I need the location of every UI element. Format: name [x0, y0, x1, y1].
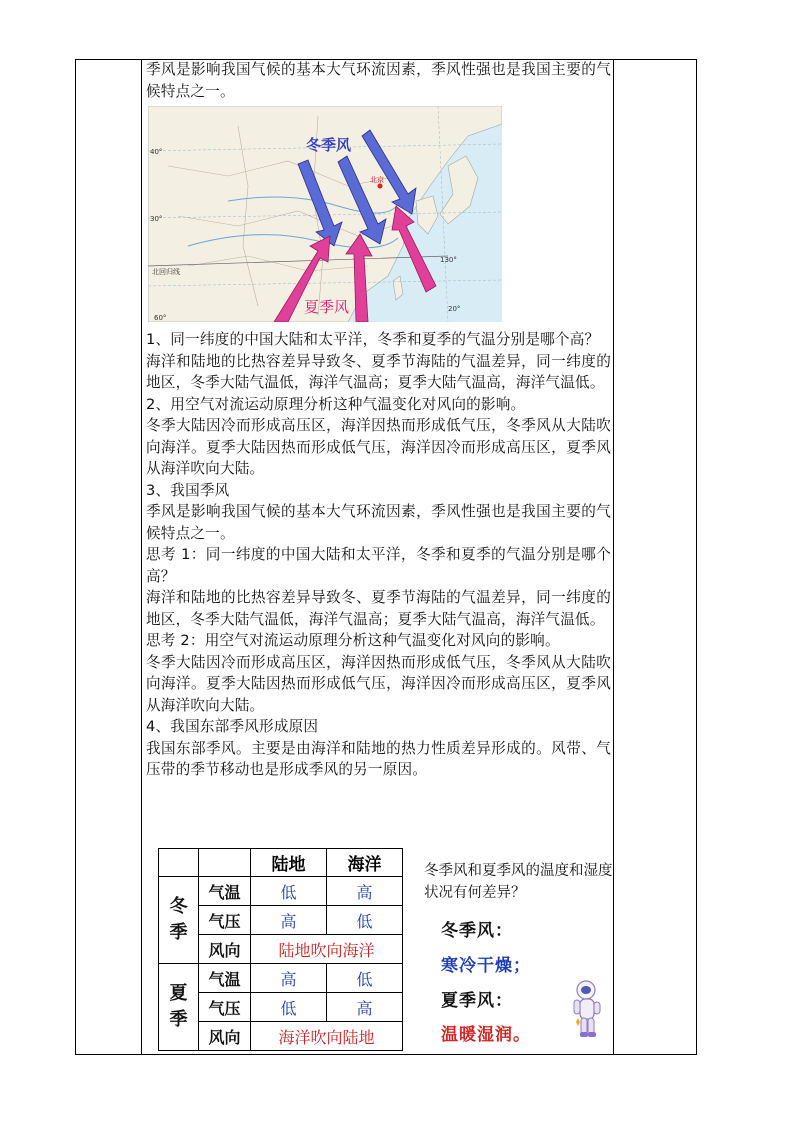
- winter-pressure-land: 高: [251, 906, 327, 935]
- summer-pressure-sea: 高: [327, 993, 403, 1022]
- section-4-text: 我国东部季风。主要是由海洋和陆地的热力性质差异形成的。风带、气压带的季节移动也是形成季风的另一原因。: [146, 739, 611, 778]
- winter-pressure-sea: 低: [327, 906, 403, 935]
- summer-wind-direction: 海洋吹向陆地: [251, 1022, 403, 1051]
- monsoon-map: [148, 106, 502, 322]
- lon-label-130: 130°: [440, 256, 457, 264]
- summer-temp-label: 气温: [199, 964, 251, 993]
- summer-wind-label-cell: 风向: [199, 1022, 251, 1051]
- think-2: 思考 2：用空气对流运动原理分析这种气温变化对风向的影响。: [146, 632, 560, 649]
- text-body: [146, 329, 611, 781]
- summer-pressure-label: 气压: [199, 993, 251, 1022]
- cropped-caption-remnant: [160, 829, 560, 837]
- intro-block: [146, 59, 611, 102]
- answer-1: 海洋和陆地的比热容差异导致冬、夏季节海陆的气温差异，同一纬度的地区，冬季大陆气温低，海洋气温高；夏季大陆气温高，海洋气温低。: [146, 352, 611, 391]
- summer-temp-land: 高: [251, 964, 327, 993]
- question-2: 2、用空气对流运动原理分析这种气温变化对风向的影响。: [146, 395, 526, 413]
- table-corner-2: [199, 849, 251, 877]
- answer-2: 冬季大陆因冷而形成高压区，海洋因热而形成低气压，冬季风从大陆吹向海洋。夏季大陆因热而形成低气压，海洋因冷而形成高压区，夏季风从海洋吹向大陆。: [146, 417, 611, 477]
- lat-label-30: 30°: [150, 215, 163, 223]
- beijing-marker: [378, 184, 383, 189]
- lat-label-60: 60°: [154, 314, 167, 322]
- summer-answer-value: 温暖湿润。: [441, 1025, 531, 1045]
- winter-wind-label: 冬季风: [306, 136, 352, 154]
- header-land: 陆地: [251, 849, 327, 877]
- table-corner-1: [159, 849, 199, 877]
- tropic-label: 北回归线: [152, 268, 180, 276]
- summer-temp-sea: 低: [327, 964, 403, 993]
- winter-answer-value: 寒冷干燥；: [441, 956, 531, 976]
- summer-pressure-land: 低: [251, 993, 327, 1022]
- section-3-intro: 季风是影响我国气候的基本大气环流因素，季风性强也是我国主要的气候特点之一。: [146, 503, 611, 542]
- question-1: 1、同一纬度的中国大陆和太平洋，冬季和夏季的气温分别是哪个高？: [146, 331, 600, 348]
- winter-temp-sea: 高: [327, 877, 403, 906]
- winter-wind-label-cell: 风向: [199, 935, 251, 964]
- winter-wind-direction: 陆地吹向海洋: [251, 935, 403, 964]
- winter-temp-land: 低: [251, 877, 327, 906]
- winter-temp-label: 气温: [199, 877, 251, 906]
- lat-label-20: 20°: [448, 305, 461, 313]
- section-4-heading: 4、我国东部季风形成原因: [146, 718, 319, 735]
- monsoon-summary-table: [158, 848, 402, 1050]
- winter-answer-label: 冬季风：: [441, 921, 513, 941]
- beijing-label: 北京: [370, 176, 384, 184]
- winter-pressure-label: 气压: [199, 906, 251, 935]
- section-3-heading: 3、我国季风: [146, 481, 230, 499]
- summer-answer-label: 夏季风：: [441, 991, 513, 1011]
- lat-label-40: 40°: [150, 148, 163, 156]
- intro-paragraph: 季风是影响我国气候的基本大气环流因素，季风性强也是我国主要的气候特点之一。: [146, 61, 611, 100]
- table-column-divider-left: [141, 60, 142, 1054]
- astronaut-icon: [572, 972, 608, 1052]
- summer-wind-label: 夏季风: [304, 298, 350, 316]
- think-1: 思考 1：同一纬度的中国大陆和太平洋，冬季和夏季的气温分别是哪个高？: [146, 546, 611, 585]
- table-column-divider-right: [613, 60, 614, 1054]
- winter-season-cell: 冬季: [159, 877, 199, 964]
- think-2-answer: 冬季大陆因冷而形成高压区，海洋因热而形成低气压，冬季风从大陆吹向海洋。夏季大陆因热而形成低气压，海洋因冷而形成高压区，夏季风从海洋吹向大陆。: [146, 653, 611, 714]
- summer-season-cell: 夏季: [159, 964, 199, 1051]
- header-sea: 海洋: [327, 849, 403, 877]
- comparison-question: 冬季风和夏季风的温度和湿度状况有何差异？: [424, 863, 613, 901]
- think-1-answer: 海洋和陆地的比热容差异导致冬、夏季节海陆的气温差异，同一纬度的地区，冬季大陆气温低，海洋气温高；夏季大陆气温高，海洋气温低。: [146, 589, 611, 628]
